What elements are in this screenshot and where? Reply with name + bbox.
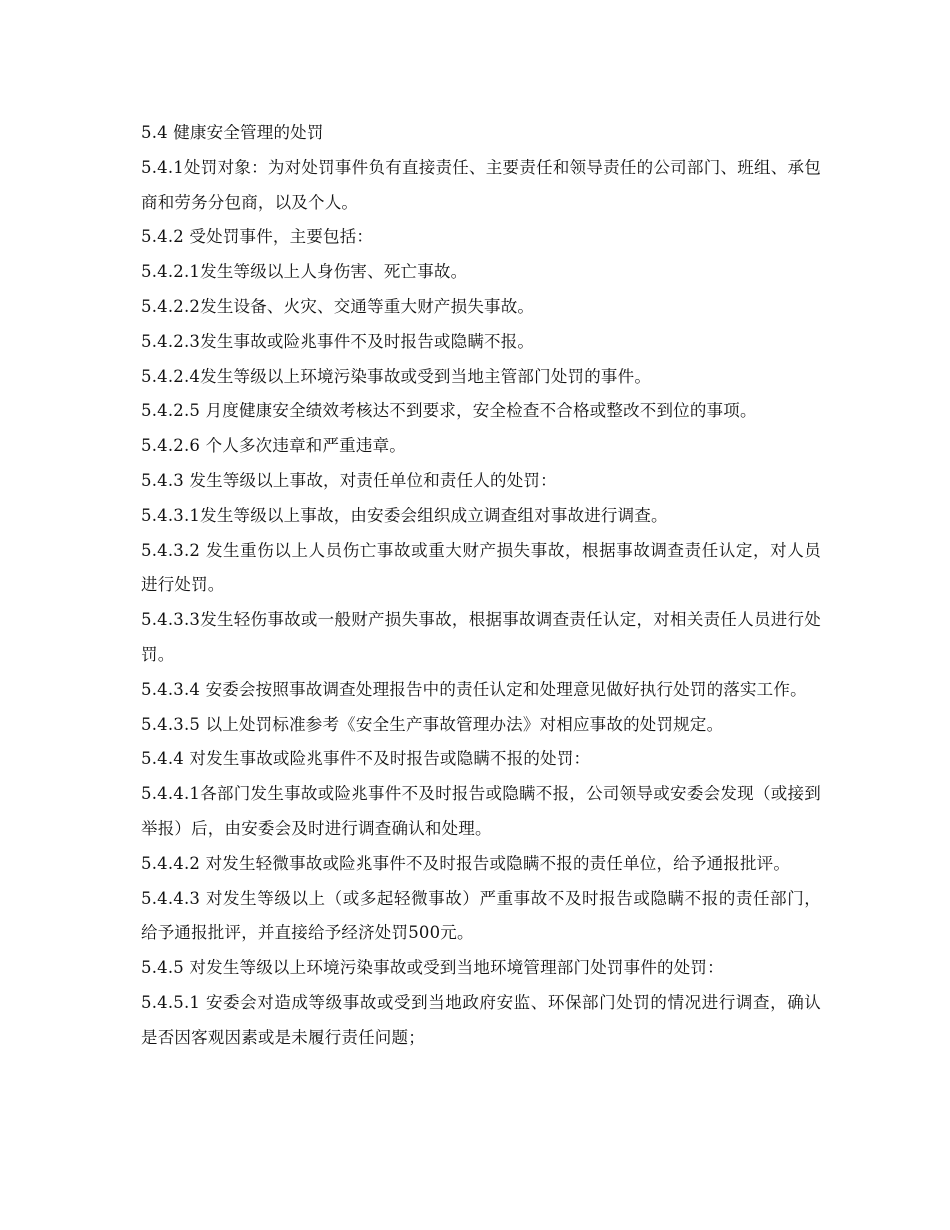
paragraph: 5.4.3.3发生轻伤事故或一般财产损失事故，根据事故调查责任认定，对相关责任人员进行处罚。 xyxy=(141,610,821,664)
paragraph: 5.4.4.2 对发生轻微事故或险兆事件不及时报告或隐瞒不报的责任单位，给予通报批评。 xyxy=(141,853,791,873)
paragraph: 5.4.2.5 月度健康安全绩效考核达不到要求，安全检查不合格或整改不到位的事项。 xyxy=(141,401,757,421)
paragraph: 5.4.4.3 对发生等级以上（或多起轻微事故）严重事故不及时报告或隐瞒不报的责任部门，给予通报批评，并直接给予经济处罚500元。 xyxy=(141,888,821,943)
paragraph: 5.4.2.3发生事故或险兆事件不及时报告或隐瞒不报。 xyxy=(141,331,535,351)
paragraph: 5.4.3.4 安委会按照事故调查处理报告中的责任认定和处理意见做好执行处罚的落实工作。 xyxy=(141,679,807,699)
document-body xyxy=(141,116,821,1056)
paragraph: 5.4.5 对发生等级以上环境污染事故或受到当地环境管理部门处罚事件的处罚： xyxy=(141,958,724,978)
paragraph: 5.4.2 受处罚事件，主要包括： xyxy=(141,227,374,247)
paragraph: 5.4.2.6 个人多次违章和严重违章。 xyxy=(141,436,406,456)
paragraph: 5.4.3.1发生等级以上事故，由安委会组织成立调查组对事故进行调查。 xyxy=(141,505,668,525)
paragraph: 5.4.3.2 发生重伤以上人员伤亡事故或重大财产损失事故，根据事故调查责任认定，对人员进行处罚。 xyxy=(141,540,821,595)
paragraph: 5.4.2.4发生等级以上环境污染事故或受到当地主管部门处罚的事件。 xyxy=(141,366,652,386)
paragraph: 5.4.3.5 以上处罚标准参考《安全生产事故管理办法》对相应事故的处罚规定。 xyxy=(141,714,724,734)
paragraph: 5.4.3 发生等级以上事故，对责任单位和责任人的处罚： xyxy=(141,470,557,490)
paragraph: 5.4.2.1发生等级以上人身伤害、死亡事故。 xyxy=(141,262,468,282)
paragraph: 5.4.4 对发生事故或险兆事件不及时报告或隐瞒不报的处罚： xyxy=(141,749,591,769)
paragraph: 5.4.1处罚对象：为对处罚事件负有直接责任、主要责任和领导责任的公司部门、班组、承包商和劳务分包商，以及个人。 xyxy=(141,157,821,212)
section-heading: 5.4 健康安全管理的处罚 xyxy=(141,123,324,142)
paragraph: 5.4.2.2发生设备、火灾、交通等重大财产损失事故。 xyxy=(141,296,535,316)
paragraph: 5.4.4.1各部门发生事故或险兆事件不及时报告或隐瞒不报，公司领导或安委会发现（或接到举报）后，由安委会及时进行调查确认和处理。 xyxy=(141,784,821,838)
paragraph: 5.4.5.1 安委会对造成等级事故或受到当地政府安监、环保部门处罚的情况进行调查，确认是否因客观因素或是未履行责任问题； xyxy=(141,992,821,1047)
